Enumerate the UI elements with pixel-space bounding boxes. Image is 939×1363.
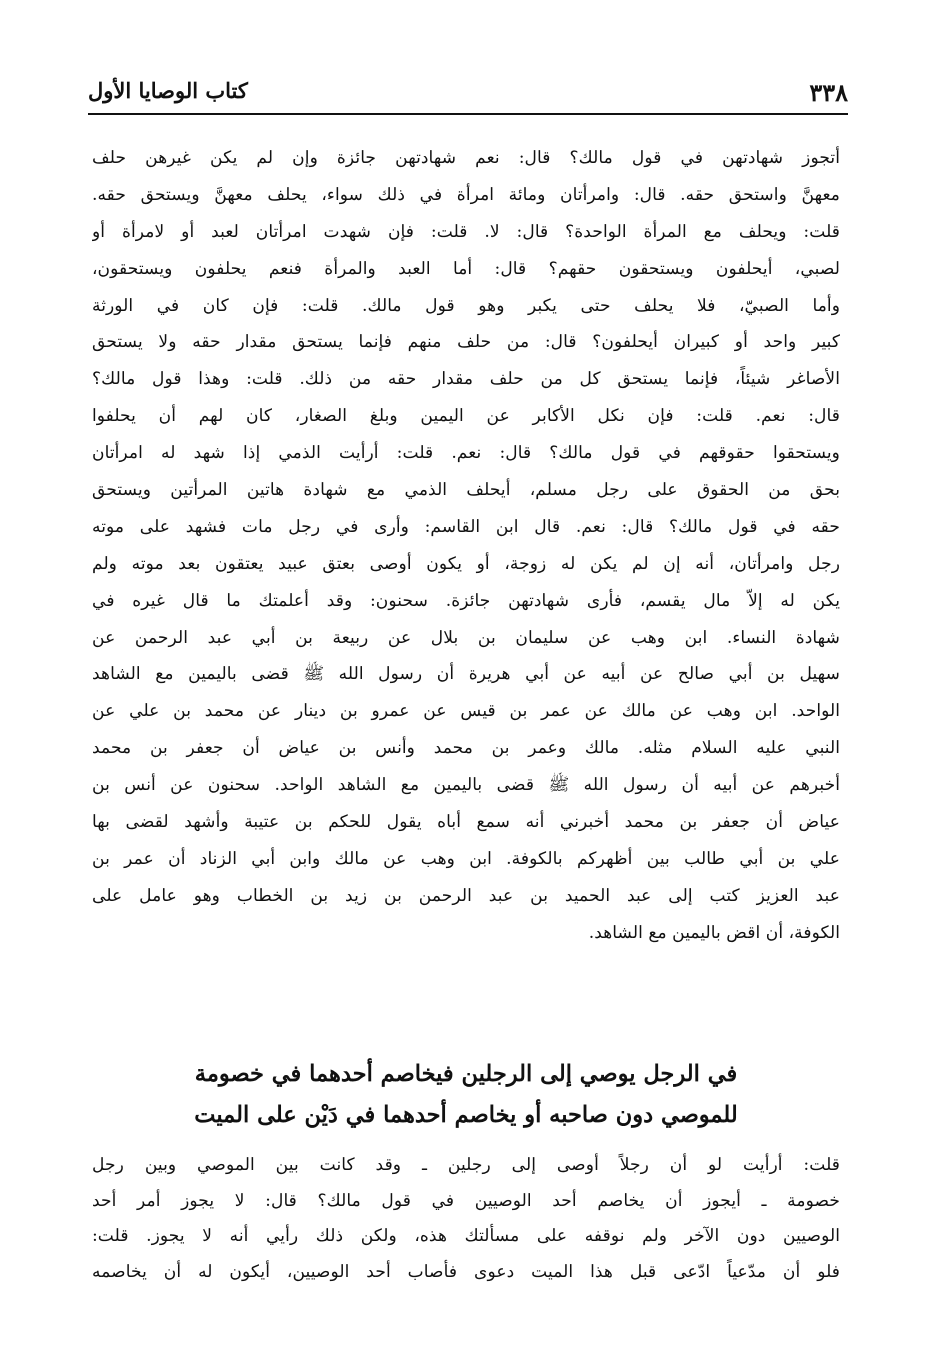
header-rule — [88, 113, 848, 115]
text-line: وأما الصبيّ، فلا يحلف حتى يكبر وهو قول مالك. قلت: فإن كان في الورثة — [92, 295, 840, 316]
text-line-last: الكوفة، أن اقض باليمين مع الشاهد. — [588, 922, 840, 943]
text-line: قال: نعم. قلت: فإن نكل الأكابر عن اليمين وبلغ الصغار، كان لهم أن يحلفوا — [92, 406, 840, 427]
text-line: رجل وامرأتان، أنه إن لم يكن له زوجة، أو يكون أوصى بعتق عبيد يعتقون بعد موته ولم — [92, 553, 840, 574]
text-line: قلت: ويحلف مع المرأة الواحدة؟ قال: لا. قلت: فإن شهدت امرأتان لعبد أو لامرأة أو — [92, 221, 840, 242]
text-line: النبي عليه السلام مثله. مالك وعمر بن محمد وأنس بن عياض أن جعفر بن محمد — [92, 738, 840, 759]
text-line: لصبي، أيحلفون ويستحقون حقهم؟ قال: أما العبد والمرأة فنعم يحلفون ويستحقون، — [92, 258, 840, 279]
text-line: شهادة النساء. ابن وهب عن سليمان بن بلال عن ربيعة بن أبي عبد الرحمن عن — [92, 627, 840, 648]
text-line: يكن له إلاّ مال يقسم، فأرى شهادتهن جائزة. سحنون: وقد أعلمتك ما قال غيره في — [92, 590, 840, 611]
text-line: عبد العزيز كتب إلى عبد الحميد بن عبد الرحمن بن زيد بن الخطاب وهو عامل على — [92, 885, 840, 906]
text-line: بحق من الحقوق على رجل مسلم، أيحلف الذمي مع شهادة هاتين المرأتين ويستحق — [92, 480, 840, 501]
text-line: ويستحقوا حقوقهم في قول مالك؟ قال: نعم. قلت: أرأيت الذمي إذا شهد له امرأتان — [92, 443, 840, 464]
text-line: سهيل بن أبي صالح عن أبيه عن أبي هريرة أن رسول الله ﷺ قضى باليمين مع الشاهد — [92, 664, 840, 685]
text-line: خصومة ـ أيجوز أن يخاصم أحد الوصيين في قول مالك؟ قال: لا يجوز أمر أحد — [92, 1190, 840, 1211]
main-text — [92, 140, 840, 952]
text-line: علي بن أبي طالب بين أظهركم بالكوفة. ابن وهب عن مالك وابن أبي الزناد أن عمر بن — [92, 848, 840, 869]
section-text — [92, 1148, 840, 1290]
text-line: الواحد. ابن وهب عن مالك عن عمر بن قيس عن عمرو بن دينار عن محمد بن علي عن — [92, 701, 840, 722]
text-line: أتجوز شهادتهن في قول مالك؟ قال: نعم شهادتهن جائزة وإن لم يكن غيرهن حلف — [92, 148, 840, 168]
text-line: كبير واحد أو كبيران أيحلفون؟ قال: من حلف منهم فإنما يستحق مقدار حقه ولا يستحق — [92, 332, 840, 353]
heading-line: للموصي دون صاحبه أو يخاصم أحدهما في دَيْن على الميت — [194, 1102, 738, 1128]
heading-line: في الرجل يوصي إلى الرجلين فيخاصم أحدهما في خصومة — [194, 1061, 738, 1087]
text-line: أخبرهم عن أبيه أن رسول الله ﷺ قضى باليمين مع الشاهد الواحد. سحنون عن أنس بن — [92, 775, 840, 796]
text-line: معهنَّ واستحق حقه. قال: وامرأتان ومائة امرأة في ذلك سواء، يحلف معهنَّ ويستحق حقه. — [92, 184, 840, 205]
text-line: الأصاغر شيئاً، فإنما يستحق كل من حلف مقدار حقه من ذلك. قلت: وهذا قول مالك؟ — [92, 369, 840, 390]
text-line: قلت: أرأيت لو أن رجلاً أوصى إلى رجلين ـ وقد كانت بين الموصي وبين رجل — [92, 1155, 840, 1175]
section-heading — [92, 1054, 840, 1136]
book-title: كتاب الوصايا الأول — [88, 78, 248, 103]
text-line: الوصيين دون الآخر ولم نوقفه على مسألتك هذه، ولكن ذلك رأيي أنه لا يجوز. قلت: — [92, 1226, 840, 1246]
page-number: ٣٣٨ — [809, 78, 848, 107]
text-line: فلو أن مدّعياً ادّعى قبل هذا الميت دعوى فأصاب أحد الوصيين، أيكون له أن يخاصمه — [92, 1261, 840, 1282]
text-line: حقه في قول مالك؟ قال: نعم. قال ابن القاسم: وأرى في رجل مات فشهد على موته — [92, 516, 840, 537]
running-head — [88, 70, 848, 110]
text-line: عياض أن جعفر بن محمد أخبرني أنه سمع أباه يقول للحكم بن عتيبة وأشهد لقضى بها — [92, 812, 840, 833]
